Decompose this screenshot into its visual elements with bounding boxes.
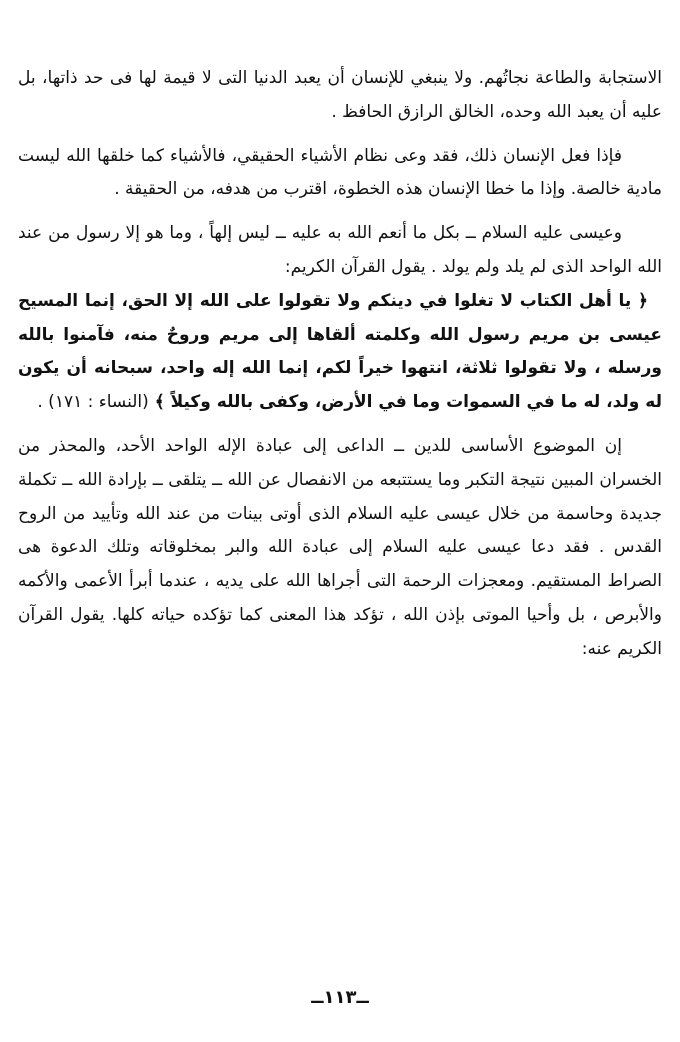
body-text (18, 62, 662, 667)
page-number: ــ١١٣ــ (311, 987, 369, 1008)
quran-quote (18, 285, 662, 420)
quran-reference: (النساء : ١٧١) . (37, 392, 149, 413)
quran-verse-text: ﴿ يا أهل الكتاب لا تغلوا في دينكم ولا تقولوا على الله إلا الحق، إنما المسيح عيسى بن مريم رسول الله وكلمته ألقاها إلى مريم وروحٌ منه، فآمنوا بالله ورسله ، ولا تقولوا ثلاثة، انتهوا خيراً لكم، إنما الله إله واحد، سبحانه أن يكون له ولد، له ما في السموات وما في الأرض، وكفى بالله وكيلاً ﴾ (18, 290, 662, 413)
paragraph-gap (18, 420, 662, 430)
paragraph-gap (18, 130, 662, 140)
paragraph-3: وعيسى عليه السلام ــ بكل ما أنعم الله به عليه ــ ليس إلهاً ، وما هو إلا رسول من عند الله الواحد الذى لم يلد ولم يولد . يقول القرآن الكريم: (18, 223, 662, 277)
paragraph-4: إن الموضوع الأساسى للدين ــ الداعى إلى عبادة الإله الواحد الأحد، والمحذر من الخسران المبين نتيجة التكبر وما يستتبعه من الانفصال عن الله ــ يتلقى ــ بإرادة الله ــ تكملة جديدة وحاسمة من خلال عيسى عليه السلام الذى أوتى بينات من عند الله وتأييد من الروح القدس . فقد دعا عيسى عليه السلام إلى عبادة الله والبر بمخلوقاته وتلك الدعوة هى الصراط المستقيم. ومعجزات الرحمة التى أجراها الله على يديه ، عندما أبرأ الأعمى والأكمه والأبرص ، بل وأحيا الموتى بإذن الله ، تؤكد هذا المعنى كما تؤكده حياته كلها. يقول القرآن الكريم عنه: (18, 435, 662, 659)
paragraph-gap (18, 207, 662, 217)
paragraph-2: فإذا فعل الإنسان ذلك، فقد وعى نظام الأشياء الحقيقي، فالأشياء كما خلقها الله ليست مادية خالصة. وإذا ما خطا الإنسان هذه الخطوة، اقترب من هدفه، من الحقيقة . (18, 145, 662, 200)
paragraph-1: الاستجابة والطاعة نجاتُهم. ولا ينبغي للإنسان أن يعبد الدنيا التى لا قيمة لها فى حد ذاتها، بل عليه أن يعبد الله وحده، الخالق الرازق الحافظ . (18, 68, 662, 122)
